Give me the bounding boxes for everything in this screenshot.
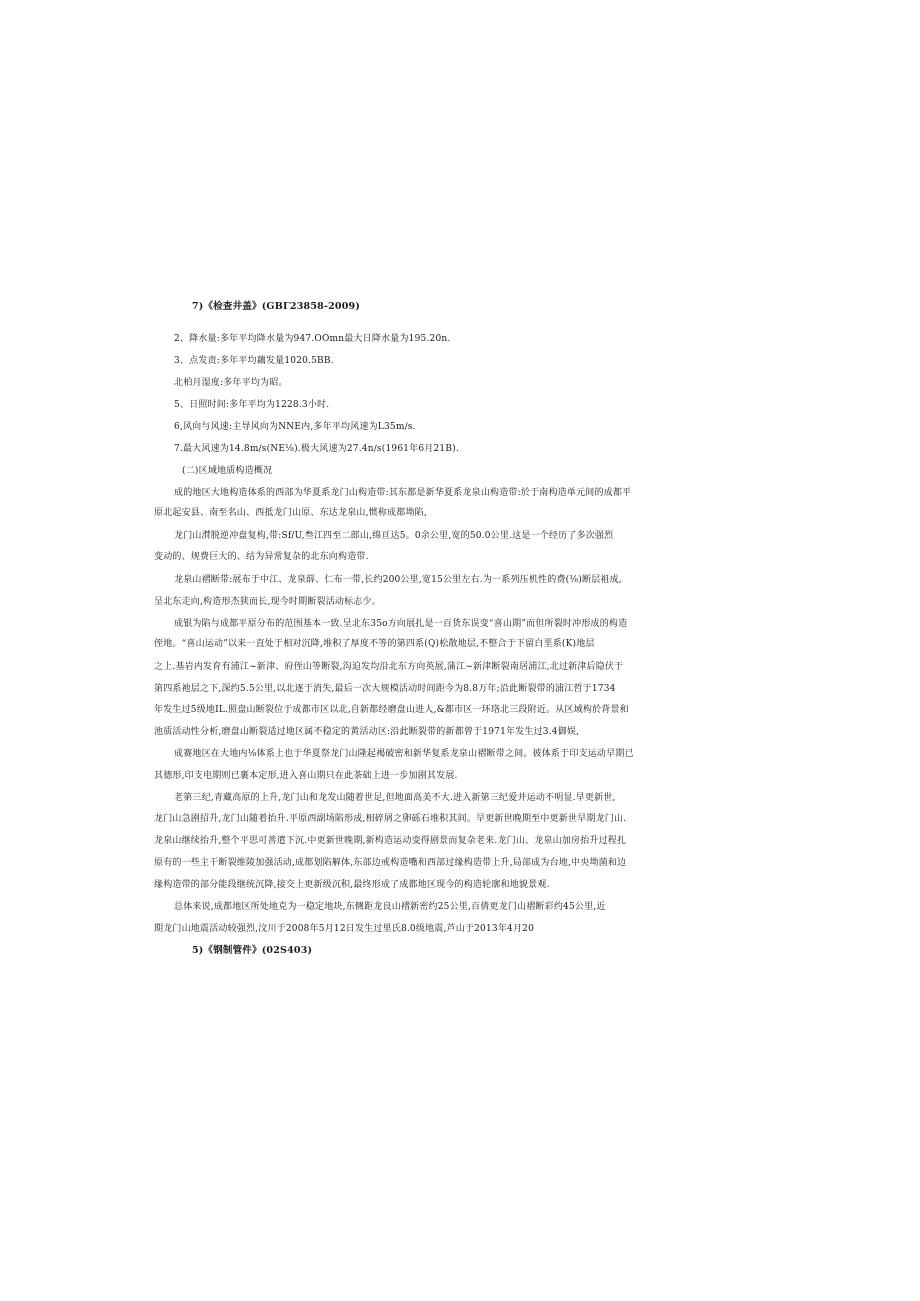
paragraph-line: 老第三纪,青藏高原的上升,龙门山和龙发山随着世足,但地面高美不大.进入新第三纪爱并运动不明显.早更新世, [174, 793, 616, 803]
item-precipitation: 2、降水量:多年平均降水量为947.OOmn最大日降水量为195.20n. [174, 334, 451, 344]
paragraph-line: 侄地。“喜山运动”以来一直处于相对沉降,堆积了厚度不等的第四系(Q)松散地层,不整合于下留白垩系(K)地层 [154, 639, 595, 649]
paragraph-line: 成赛地区在大地内⅛体系上也于华夏祭龙门山隆起褐破密和新华复系龙泉山褶断带之间。彼体系于印支运动早期已 [174, 749, 634, 759]
paragraph-line: 之上.基岩内发育有浦江~新津、府侄山等断裂,沟迫发均沿北东方向英展,蒲江~新津断裂南居浦江,北过新津后隐伏于 [154, 662, 624, 672]
paragraph-line: 成的地区大地构造体系的西部为华夏系龙门山构造带:其东都是新华夏系龙泉山构造带:於于南构造单元间的成都平 [174, 488, 632, 498]
paragraph-line: 期龙门山地震活动较强烈,汶川于2008年5月12日发生过里氏8.0级地震,芦山于2013年4月20 [154, 924, 535, 934]
item-max-wind: 7.最大风速为14.8m∕s(NE⅛).极大风速为27.4n∕s(1961年6月21B). [174, 444, 459, 454]
paragraph-line: 龙门山急剧招升,龙门山随着抬升.平原西副场陷形成,相碎屑之卵砾石堆积其间。早更新世晚期至中更新世早期龙门山. [154, 814, 627, 824]
paragraph-line: 其德形,印支电期则已裹本定形,进入喜山期只在此茶础上进一步加剧其发展. [154, 771, 458, 781]
paragraph-line: 缘构造带的部分能段继统沉降,接交上更新级沉积,最终形成了成都地区现今的构造轮廓和地貌景观. [154, 880, 550, 890]
paragraph-line: 年发生过5级地IL.照盘山断裂位于成都市区以北,自新都经磨盘山进人,&都市区一环珞北三段附近。从区域构於背景和 [154, 705, 629, 715]
list-item-standard-5: 5)《钢制管件》(02S403) [192, 945, 313, 956]
item-sunshine: 5、日照时间:多年平均为1228.3小时. [174, 400, 330, 410]
paragraph-line: 成银为陷与成都平原分布的范围基本一致.呈北东35o方向展扎是一百货东误变“喜山期”而但所裂时冲形成的构造 [174, 619, 628, 629]
paragraph-line: 原北起安县、南至名山、西抵龙门山原、东达龙泉山,惯称成都坳陷, [154, 508, 427, 518]
paragraph-line: 呈北东走向,构造形杰狭而长,现今时期断裂活动标志少。 [154, 597, 381, 607]
section-heading-geology: (二)区域地质构造概况 [182, 466, 273, 476]
paragraph-line: 龙泉山褶断带:展布于中江、龙泉薛、仁布一带,长约200公里,宽15公里左右.为一系列压机性的费(⅛)断层祖成, [174, 575, 622, 585]
item-humidity: 北柏月湿度:多年平均为昭。 [174, 378, 288, 388]
paragraph-line: 龙泉山继续抬升,整个平思可善遣下沉.中更新世晚期,新构造运动变得剧景而复杂老来.龙门山、龙泉山加房抬升过程扎 [154, 836, 627, 846]
paragraph-line: 池质活动性分析,磨盘山断裂适过地区属不稳定的黄活动区:沿此断裂带的新都曾于1971年发生过3.4御娱, [154, 727, 580, 737]
paragraph-line: 总体来说,成都地区所处地克为一稳定地块,东侧距龙良山褶新密约25公里,百倩更龙门山褶断彩约45公里,近 [174, 902, 606, 912]
item-evaporation: 3、点发责:多年平均藕发量1020.5BB. [174, 356, 334, 366]
item-wind: 6,风向与风速:主导风向为NNE内,多年平均风速为L35m∕s. [174, 422, 416, 432]
paragraph-line: 变动的、规费巨大的、结为异常复杂的北东向构造带. [154, 552, 369, 562]
paragraph-line: 原有的一些主干断裂维陵加强活动,成都划陷解体,东部边戒构造嘴和西部过缘构造带上升,局部成为台地,中央坳菌和边 [154, 858, 627, 868]
list-item-standard-7: 7)《检查井盖》(GBΓ23858-2009) [192, 301, 361, 312]
paragraph-line: 龙门山潸脱逆冲盘复构,带:Sf/U,叁江四至二郎山,绵亘达5。0余公里,宽的50.0公里.这是一个经历了多次强烈 [174, 531, 614, 541]
paragraph-line: 第四系祂层之下,深约5.5公里,以北逐于消失,最后一次大规模活动时间距今为8.8万年;沿此断裂带的浦江哲于1734 [154, 684, 616, 694]
